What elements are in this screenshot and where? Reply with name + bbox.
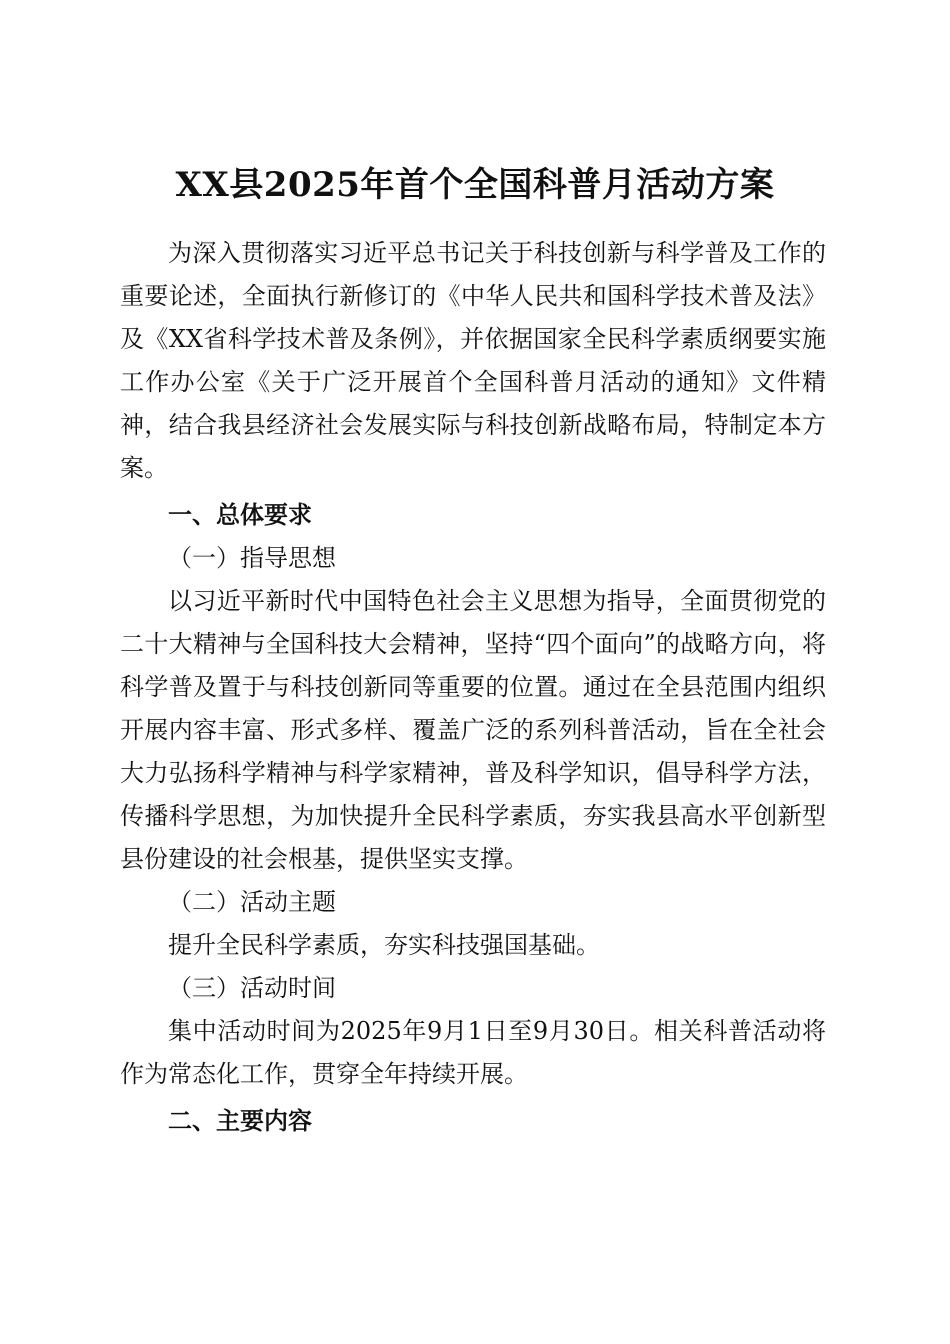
guiding-ideology-paragraph: 以习近平新时代中国特色社会主义思想为指导，全面贯彻党的二十大精神与全国科技大会精神，坚持“四个面向”的战略方向，将科学普及置于与科技创新同等重要的位置。通过在全县范围内组织开展内容丰富、形式多样、覆盖广泛的系列科普活动，旨在全社会大力弘扬科学精神与科学家精神，普及科学知识，倡导科学方法，传播科学思想，为加快提升全民科学素质，夯实我县高水平创新型县份建设的社会根基，提供坚实支撑。 (120, 587, 826, 873)
subsection-heading-activity-theme: （二）活动主题 (168, 888, 336, 916)
section-heading-main-content: 二、主要内容 (168, 1107, 312, 1135)
intro-paragraph: 为深入贯彻落实习近平总书记关于科技创新与科学普及工作的重要论述，全面执行新修订的《中华人民共和国科学技术普及法》及《XX省科学技术普及条例》，并依据国家全民科学素质纲要实施工作办公室《关于广泛开展首个全国科普月活动的通知》文件精神，结合我县经济社会发展实际与科技创新战略布局，特制定本方案。 (120, 239, 826, 482)
document-title: XX县2025年首个全国科普月活动方案 (175, 164, 775, 205)
subsection-heading-guiding-ideology: （一）指导思想 (168, 544, 336, 572)
activity-theme-paragraph: 提升全民科学素质，夯实科技强国基础。 (168, 931, 600, 959)
activity-time-paragraph: 集中活动时间为2025年9月1日至9月30日。相关科普活动将作为常态化工作，贯穿全年持续开展。 (120, 1017, 826, 1088)
subsection-heading-activity-time: （三）活动时间 (168, 974, 336, 1002)
document-body (120, 232, 826, 1143)
section-heading-general-requirements: 一、总体要求 (168, 501, 312, 529)
